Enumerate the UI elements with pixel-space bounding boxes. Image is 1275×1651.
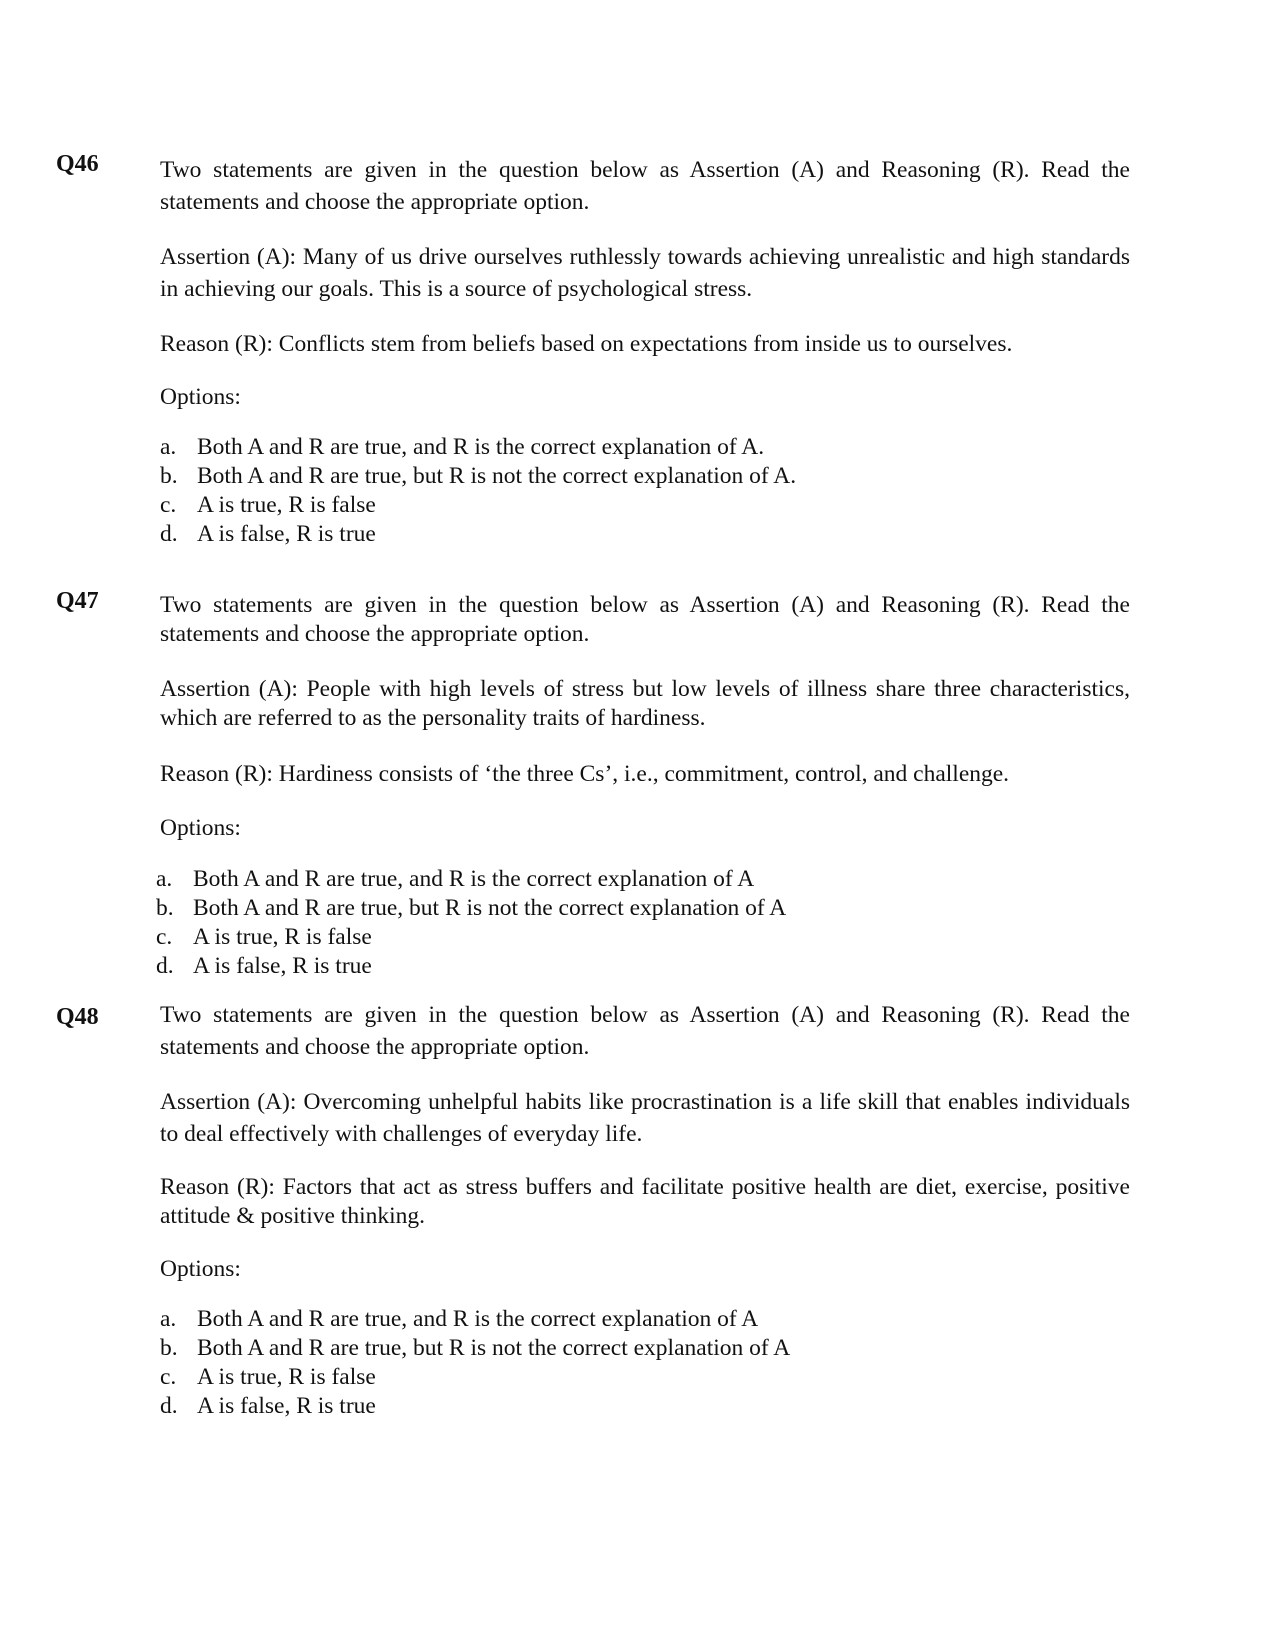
option-item (160, 520, 1130, 549)
options-label: Options: (160, 1256, 241, 1282)
assertion-text: Assertion (A): Overcoming unhelpful habits like procrastination is a life skill that enables individuals to deal effectively with challenges of everyday life. (160, 1089, 1130, 1147)
reason-text: Reason (R): Conflicts stem from beliefs based on expectations from inside us to ourselves. (160, 331, 1013, 357)
option-text: Both A and R are true, and R is the correct explanation of A (197, 1306, 759, 1332)
option-item (156, 923, 1130, 952)
question-intro: Two statements are given in the question below as Assertion (A) and Reasoning (R). Read the statements and choose the appropriate option. (160, 157, 1130, 215)
options-label: Options: (160, 384, 241, 410)
option-letter: d. (156, 953, 174, 979)
options-list (156, 865, 1130, 981)
option-item (160, 1305, 1130, 1334)
option-item (156, 894, 1130, 923)
option-text: Both A and R are true, but R is not the correct explanation of A (197, 1335, 791, 1361)
option-letter: d. (160, 521, 178, 547)
option-text: A is true, R is false (193, 924, 372, 950)
option-item (160, 433, 1130, 462)
assertion-text: Assertion (A): Many of us drive ourselves ruthlessly towards achieving unrealistic and high standards in achieving our goals. This is a source of psychological stress. (160, 244, 1130, 302)
option-letter: a. (160, 1306, 177, 1332)
option-letter: b. (156, 895, 174, 921)
option-item (156, 952, 1130, 981)
options-list (160, 1305, 1130, 1421)
option-text: A is false, R is true (197, 1393, 376, 1419)
question-number: Q46 (56, 151, 99, 177)
option-item (160, 1363, 1130, 1392)
option-item (156, 865, 1130, 894)
options-list (160, 433, 1130, 549)
option-text: A is false, R is true (197, 521, 376, 547)
option-text: A is true, R is false (197, 1364, 376, 1390)
option-letter: a. (160, 434, 177, 460)
question-body (160, 154, 1130, 549)
option-letter: c. (160, 492, 177, 518)
option-letter: d. (160, 1393, 178, 1419)
question-intro: Two statements are given in the question below as Assertion (A) and Reasoning (R). Read the statements and choose the appropriate option. (160, 592, 1130, 647)
reason-text: Reason (R): Factors that act as stress buffers and facilitate positive health are diet, exercise, positive attitude & positive thinking. (160, 1174, 1130, 1229)
reason-text: Reason (R): Hardiness consists of ‘the three Cs’, i.e., commitment, control, and challenge. (160, 761, 1010, 787)
option-item (160, 1392, 1130, 1421)
option-letter: a. (156, 866, 173, 892)
option-text: A is true, R is false (197, 492, 376, 518)
option-item (160, 491, 1130, 520)
option-text: Both A and R are true, and R is the correct explanation of A (193, 866, 755, 892)
option-text: Both A and R are true, but R is not the correct explanation of A (193, 895, 787, 921)
question-intro: Two statements are given in the question below as Assertion (A) and Reasoning (R). Read the statements and choose the appropriate option. (160, 1002, 1130, 1060)
question-number: Q48 (56, 1004, 99, 1030)
options-label: Options: (160, 815, 241, 841)
assertion-text: Assertion (A): People with high levels of stress but low levels of illness share three characteristics, which are referred to as the personality traits of hardiness. (160, 676, 1130, 731)
option-text: Both A and R are true, but R is not the correct explanation of A. (197, 463, 797, 489)
option-item (160, 1334, 1130, 1363)
option-letter: c. (156, 924, 173, 950)
question-body (156, 591, 1130, 981)
question-number: Q47 (56, 588, 99, 614)
option-letter: c. (160, 1364, 177, 1390)
option-text: A is false, R is true (193, 953, 372, 979)
option-letter: b. (160, 463, 178, 489)
option-letter: b. (160, 1335, 178, 1361)
question-body (160, 999, 1130, 1421)
option-item (160, 462, 1130, 491)
option-text: Both A and R are true, and R is the correct explanation of A. (197, 434, 765, 460)
